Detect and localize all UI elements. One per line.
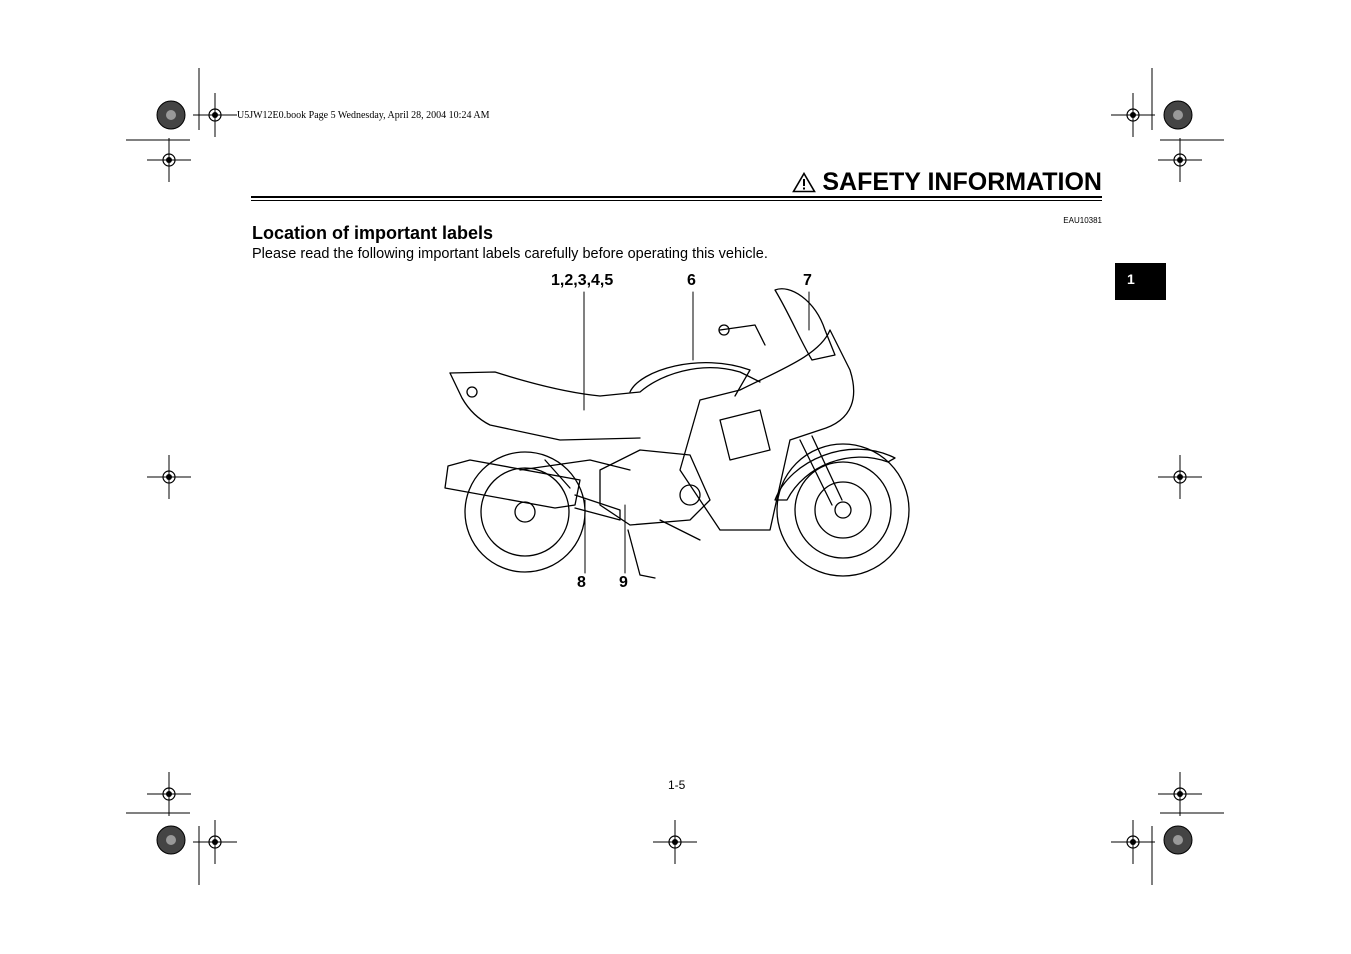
motorcycle-illustration — [430, 280, 930, 590]
warning-triangle-icon — [792, 172, 816, 193]
callout-9: 9 — [619, 574, 628, 591]
callout-6: 6 — [687, 272, 696, 289]
chapter-tab-label: 1 — [1127, 271, 1135, 287]
chapter-tab — [1115, 263, 1166, 300]
heading: Location of important labels — [252, 223, 494, 243]
printer-dot — [157, 101, 185, 129]
callout-7: 7 — [803, 272, 812, 289]
section-title — [792, 168, 1102, 197]
callout-1-5: 1,2,3,4,5 — [551, 272, 614, 289]
callout-8: 8 — [577, 574, 586, 591]
title-rule-thin — [251, 200, 1102, 201]
book-header: U5JW12E0.book Page 5 Wednesday, April 28, 2004 10:24 AM — [237, 110, 490, 121]
doc-code: EAU10381 — [1063, 216, 1102, 225]
section-title-text: SAFETY INFORMATION — [822, 168, 1102, 196]
page-number: 1-5 — [668, 778, 686, 792]
body-text: Please read the following important labels carefully before operating this vehicle. — [252, 246, 768, 262]
title-rule — [251, 196, 1102, 198]
